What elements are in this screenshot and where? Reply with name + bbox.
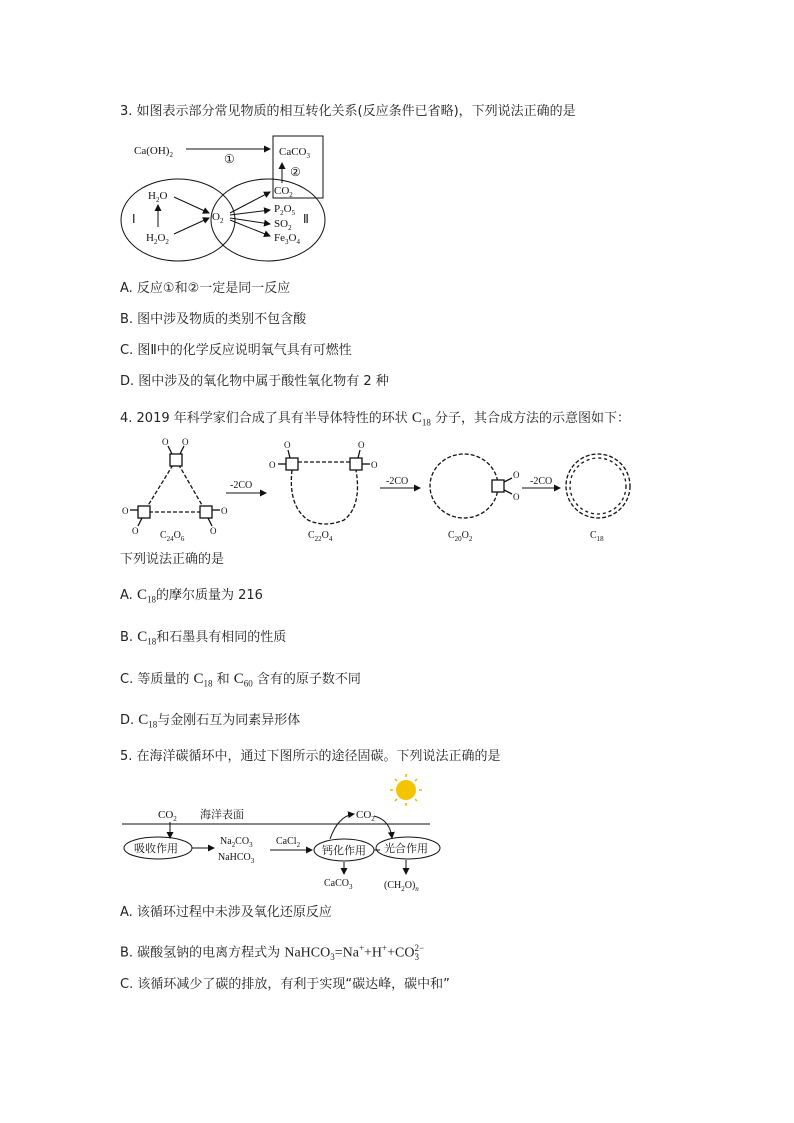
q3-option-d: D. 图中涉及的氧化物中属于酸性氧化物有 2 种 [120, 374, 389, 389]
q4-option-a: A. $C_{18}$的摩尔质量为 216 [120, 587, 263, 605]
step-2-label: -2CO [386, 476, 409, 487]
molecule-c24o6-label: $C_{24}O_6$ [160, 530, 185, 543]
svg-text:O: O [371, 460, 378, 470]
q3-stem: 3. 如图表示部分常见物质的相互转化关系(反应条件已省略)，下列说法正确的是 [120, 104, 576, 119]
ch2o-label: $(CH_2O)_n$ [384, 880, 419, 893]
step-3-label: -2CO [530, 476, 553, 487]
circle-i-label: Ⅰ [132, 212, 136, 226]
q4-diagram [118, 436, 638, 546]
circle-ii-label: Ⅱ [303, 212, 309, 226]
molecule-c24o6-oxygens [122, 437, 228, 536]
svg-text:O: O [513, 470, 520, 480]
svg-text:O: O [284, 440, 291, 450]
caco3-label: CaCO$_3$ [279, 146, 310, 160]
q4-option-c: C. 等质量的 $C_{18}$ 和 $C_{60}$ 含有的原子数不同 [120, 671, 361, 689]
reaction-2-label: ② [290, 165, 301, 179]
q4-stem: 4. 2019 年科学家们合成了具有半导体特性的环状 $C_{18}$ 分子，其合成方法的示意图如下： [120, 410, 631, 428]
svg-text:O: O [132, 526, 139, 536]
co2-label: $CO_2$ [274, 185, 293, 199]
step-1-label: -2CO [230, 480, 253, 491]
q3-option-b: B. 图中涉及物质的类别不包含酸 [120, 312, 307, 327]
h2o2-label: $H_2O_2$ [146, 232, 169, 246]
q5-diagram [118, 774, 448, 896]
molecule-c20o2-label: $C_{20}O_2$ [448, 530, 473, 543]
co2-in-label: $CO_2$ [158, 809, 177, 823]
calcification-label: 钙化作用 [322, 844, 366, 857]
q5-option-b: B. 碳酸氢钠的电离方程式为 NaHCO$_3$=Na++H++CO 2− 3 [120, 942, 425, 962]
caco3-out-label: CaCO$_3$ [324, 878, 353, 891]
sun-icon [390, 774, 422, 806]
svg-text:O: O [358, 440, 365, 450]
photosynthesis-label: 光合作用 [384, 842, 428, 855]
cacl2-label: CaCl$_2$ [276, 836, 301, 849]
q4-option-d: D. $C_{18}$与金刚石互为同素异形体 [120, 712, 301, 730]
nahco3-label: NaHCO$_3$ [218, 852, 255, 865]
reaction-1-label: ① [224, 152, 235, 166]
caoh2-label: $Ca(OH)_2$ [134, 145, 173, 159]
q4-followup: 下列说法正确的是 [120, 552, 225, 567]
absorb-label: 吸收作用 [134, 842, 178, 855]
svg-text:O: O [221, 506, 228, 516]
so2-label: $SO_2$ [274, 218, 292, 232]
svg-text:O: O [210, 526, 217, 536]
p2o5-label: $P_2O_5$ [274, 203, 296, 217]
svg-text:O: O [513, 492, 520, 502]
h2o-label: $H_2O$ [148, 190, 168, 204]
q4-option-b: B. $C_{18}$和石墨具有相同的性质 [120, 629, 287, 647]
co2-released-label: $CO_2$ [356, 809, 375, 823]
svg-text:O: O [162, 437, 169, 447]
fe3o4-label: $Fe_3O_4$ [274, 232, 300, 246]
svg-text:O: O [122, 506, 129, 516]
ocean-surface-label: 海洋表面 [200, 808, 244, 821]
molecule-c20o2 [430, 454, 512, 518]
svg-text:O: O [182, 437, 189, 447]
molecule-c22o4 [278, 450, 370, 524]
q3-option-a: A. 反应①和②一定是同一反应 [120, 281, 291, 296]
q5-option-a: A. 该循环过程中未涉及氧化还原反应 [120, 905, 332, 920]
molecule-c24o6 [130, 446, 220, 526]
na2co3-label: $Na_2CO_3$ [220, 836, 253, 849]
q5-stem: 5. 在海洋碳循环中，通过下图所示的途径固碳。下列说法正确的是 [120, 749, 501, 764]
svg-text:O: O [269, 460, 276, 470]
q5-option-c: C. 该循环减少了碳的排放，有利于实现“碳达峰，碳中和” [120, 977, 450, 992]
molecule-c18-label: $C_{18}$ [590, 530, 604, 543]
molecule-c20o2-oxygens [513, 470, 520, 502]
molecule-c22o4-label: $C_{22}O_4$ [308, 530, 333, 543]
q3-diagram [118, 130, 358, 264]
q3-option-c: C. 图Ⅱ中的化学反应说明氧气具有可燃性 [120, 343, 352, 358]
molecule-c18 [566, 454, 630, 518]
o2-label: $O_2$ [212, 211, 224, 225]
